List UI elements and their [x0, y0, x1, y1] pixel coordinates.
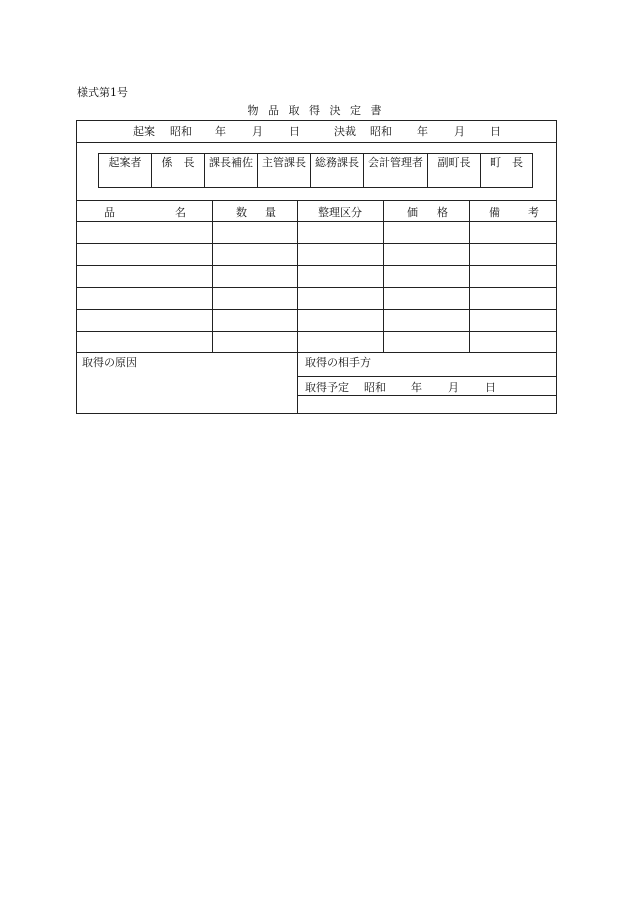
approval-chief: 係 長: [161, 156, 195, 169]
col-item-name-2: 名: [175, 206, 186, 219]
approval-drafter: 起案者: [108, 156, 142, 169]
decision-month: 月: [454, 125, 465, 138]
approval-section-manager: 主管課長: [262, 156, 306, 169]
approval-general-affairs-manager: 総務課長: [315, 156, 359, 169]
draft-label: 起案: [133, 125, 155, 138]
scheduled-era: 昭和: [364, 381, 386, 394]
draft-era: 昭和: [170, 125, 192, 138]
col-item-name-1: 品: [104, 206, 115, 219]
col-price-2: 格: [437, 206, 448, 219]
col-remarks-1: 備: [489, 206, 500, 219]
draft-year: 年: [215, 125, 226, 138]
acquisition-reason-label: 取得の原因: [82, 356, 137, 369]
decision-day: 日: [490, 125, 501, 138]
acquisition-counterparty-label: 取得の相手方: [305, 356, 371, 369]
form-number: 様式第1号: [77, 86, 128, 99]
col-category: 整理区分: [318, 206, 362, 219]
draft-month: 月: [252, 125, 263, 138]
scheduled-day: 日: [485, 381, 496, 394]
decision-label: 決裁: [334, 125, 356, 138]
decision-year: 年: [417, 125, 428, 138]
draft-day: 日: [289, 125, 300, 138]
scheduled-month: 月: [448, 381, 459, 394]
approval-deputy-mayor: 副町長: [437, 156, 471, 169]
scheduled-year: 年: [411, 381, 422, 394]
col-quantity-1: 数: [236, 206, 247, 219]
acquisition-scheduled-label: 取得予定: [305, 381, 349, 394]
approval-assistant-manager: 課長補佐: [209, 156, 253, 169]
document-title: 物 品 取 得 決 定 書: [247, 104, 385, 117]
approval-accounting-manager: 会計管理者: [368, 156, 423, 169]
col-price-1: 価: [407, 206, 418, 219]
col-quantity-2: 量: [265, 206, 276, 219]
decision-era: 昭和: [370, 125, 392, 138]
col-remarks-2: 考: [528, 206, 539, 219]
approval-mayor: 町 長: [490, 156, 523, 169]
